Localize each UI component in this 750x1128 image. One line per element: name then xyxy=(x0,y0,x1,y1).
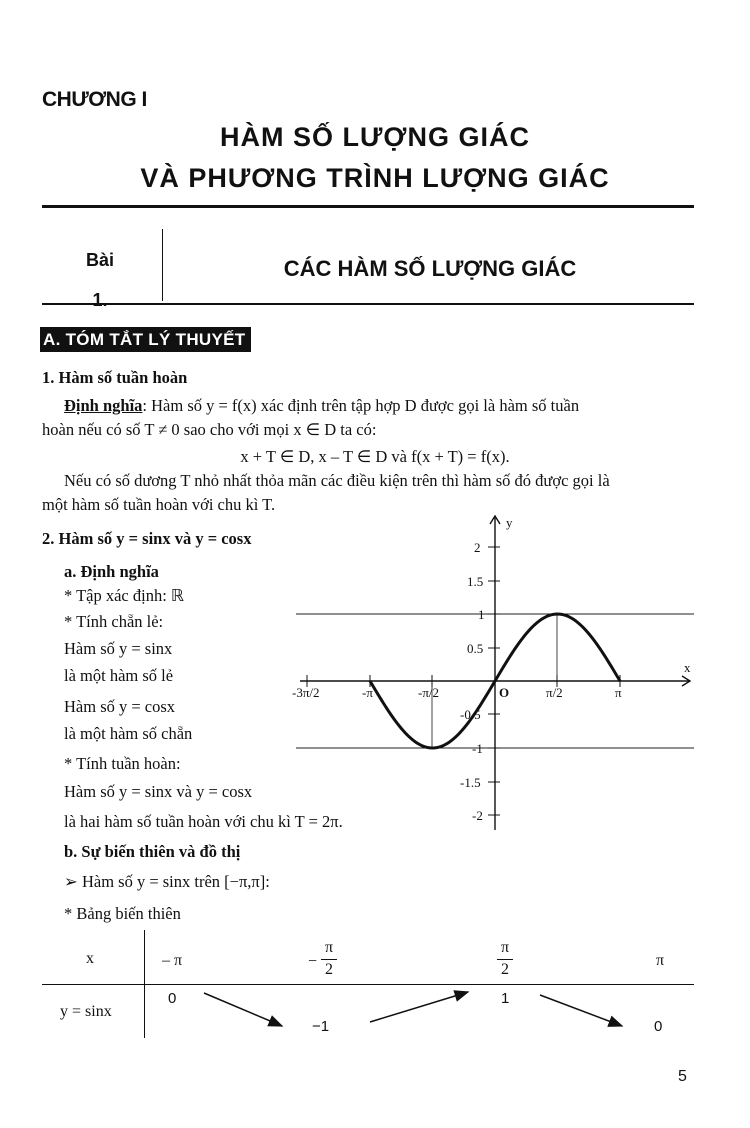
s1-p2-line2: một hàm số tuần hoàn với chu kì T. xyxy=(42,495,276,514)
y-tick-minus-0-5: -0.5 xyxy=(460,707,481,722)
s1-def-label: Định nghĩa xyxy=(64,396,143,415)
origin-label: O xyxy=(499,685,510,700)
minus-sign: − xyxy=(308,953,318,970)
table-x-minus-pi: – π xyxy=(162,952,183,969)
s2-domain: * Tập xác định: ℝ xyxy=(64,586,184,605)
s1-def-line1: : Hàm số y = f(x) xác định trên tập hợp D được gọi là hàm số tuần xyxy=(142,396,580,415)
x-tick-minus-pi: -π xyxy=(362,685,373,700)
table-y-max: 1 xyxy=(501,990,510,1007)
y-tick-1: 1 xyxy=(478,607,485,622)
frac-numerator: π xyxy=(500,939,510,956)
variation-table xyxy=(42,930,694,1038)
s1-definition xyxy=(42,394,694,418)
s2-heading: 2. Hàm số y = sinx và y = cosx xyxy=(42,529,252,548)
y-tick-minus-1-5: -1.5 xyxy=(460,775,481,790)
frac-denominator: 2 xyxy=(501,961,509,978)
section-a-heading: A. TÓM TẮT LÝ THUYẾT xyxy=(40,327,251,352)
lesson-title: CÁC HÀM SỐ LƯỢNG GIÁC xyxy=(283,256,577,281)
table-y-end: 0 xyxy=(654,1018,663,1035)
arrow-increase xyxy=(370,992,468,1022)
x-tick-minus-pi-2: -π/2 xyxy=(418,685,440,700)
s2a-heading: a. Định nghĩa xyxy=(64,562,159,581)
s2-sin-odd-2: là một hàm số lẻ xyxy=(64,666,174,685)
x-axis-label: x xyxy=(684,660,691,675)
s2-cos-even-1: Hàm số y = cosx xyxy=(64,697,176,716)
table-x-label: x xyxy=(86,950,94,967)
x-tick-pi: π xyxy=(615,685,622,700)
lesson-divider xyxy=(162,229,163,301)
table-y-min: −1 xyxy=(312,1018,330,1035)
s1-formula: x + T ∈ D, x – T ∈ D và f(x + T) = f(x). xyxy=(240,447,510,466)
y-tick-2: 2 xyxy=(474,540,481,555)
s2-periodic: * Tính tuần hoàn: xyxy=(64,754,181,773)
frac-numerator: π xyxy=(324,939,334,956)
chapter-title-line1: HÀM SỐ LƯỢNG GIÁC xyxy=(220,122,530,152)
s1-def-line2: hoàn nếu có số T ≠ 0 sao cho với mọi x ∈ D ta có: xyxy=(42,420,377,439)
y-tick-minus-1: -1 xyxy=(472,741,483,756)
y-tick-0-5: 0.5 xyxy=(467,641,484,656)
lesson-label xyxy=(60,240,140,320)
arrow-decrease-2 xyxy=(540,995,622,1026)
table-y-start: 0 xyxy=(168,990,177,1007)
page-number: 5 xyxy=(678,1068,687,1085)
s2-periodic-1: Hàm số y = sinx và y = cosx xyxy=(64,782,253,801)
y-tick-minus-2: -2 xyxy=(472,808,483,823)
s1-heading: 1. Hàm số tuần hoàn xyxy=(42,368,188,387)
lesson-label-word: Bài xyxy=(85,250,114,270)
s1-p2-line1: Nếu có số dương T nhỏ nhất thỏa mãn các điều kiện trên thì hàm số đó được gọi là xyxy=(64,471,610,490)
x-tick-pi-2: π/2 xyxy=(546,685,563,700)
s2-sin-odd-1: Hàm số y = sinx xyxy=(64,639,173,658)
s2b-heading: b. Sự biến thiên và đồ thị xyxy=(64,842,241,861)
arrow-decrease-1 xyxy=(204,993,282,1026)
table-y-label: y = sinx xyxy=(60,1003,112,1020)
y-tick-1-5: 1.5 xyxy=(467,574,484,589)
chapter-label: CHƯƠNG I xyxy=(42,88,147,111)
table-x-pi: π xyxy=(656,952,665,969)
s2-bullet: ➢ Hàm số y = sinx trên [−π,π]: xyxy=(64,872,270,891)
s2-periodic-2: là hai hàm số tuần hoàn với chu kì T = 2π. xyxy=(64,812,343,831)
s2-cos-even-2: là một hàm số chẵn xyxy=(64,724,193,743)
lesson-label-number: 1. xyxy=(92,290,108,310)
frac-denominator: 2 xyxy=(325,961,333,978)
s2-parity: * Tính chẵn lẻ: xyxy=(64,612,164,631)
s2-table-heading: * Bảng biến thiên xyxy=(64,904,181,923)
sine-graph xyxy=(290,505,700,835)
table-arrows xyxy=(42,930,694,1038)
y-axis-label: y xyxy=(506,515,513,530)
chapter-title-line2: VÀ PHƯƠNG TRÌNH LƯỢNG GIÁC xyxy=(140,163,610,193)
header-rule xyxy=(42,205,694,208)
x-tick-minus-3pi-2: -3π/2 xyxy=(292,685,320,700)
